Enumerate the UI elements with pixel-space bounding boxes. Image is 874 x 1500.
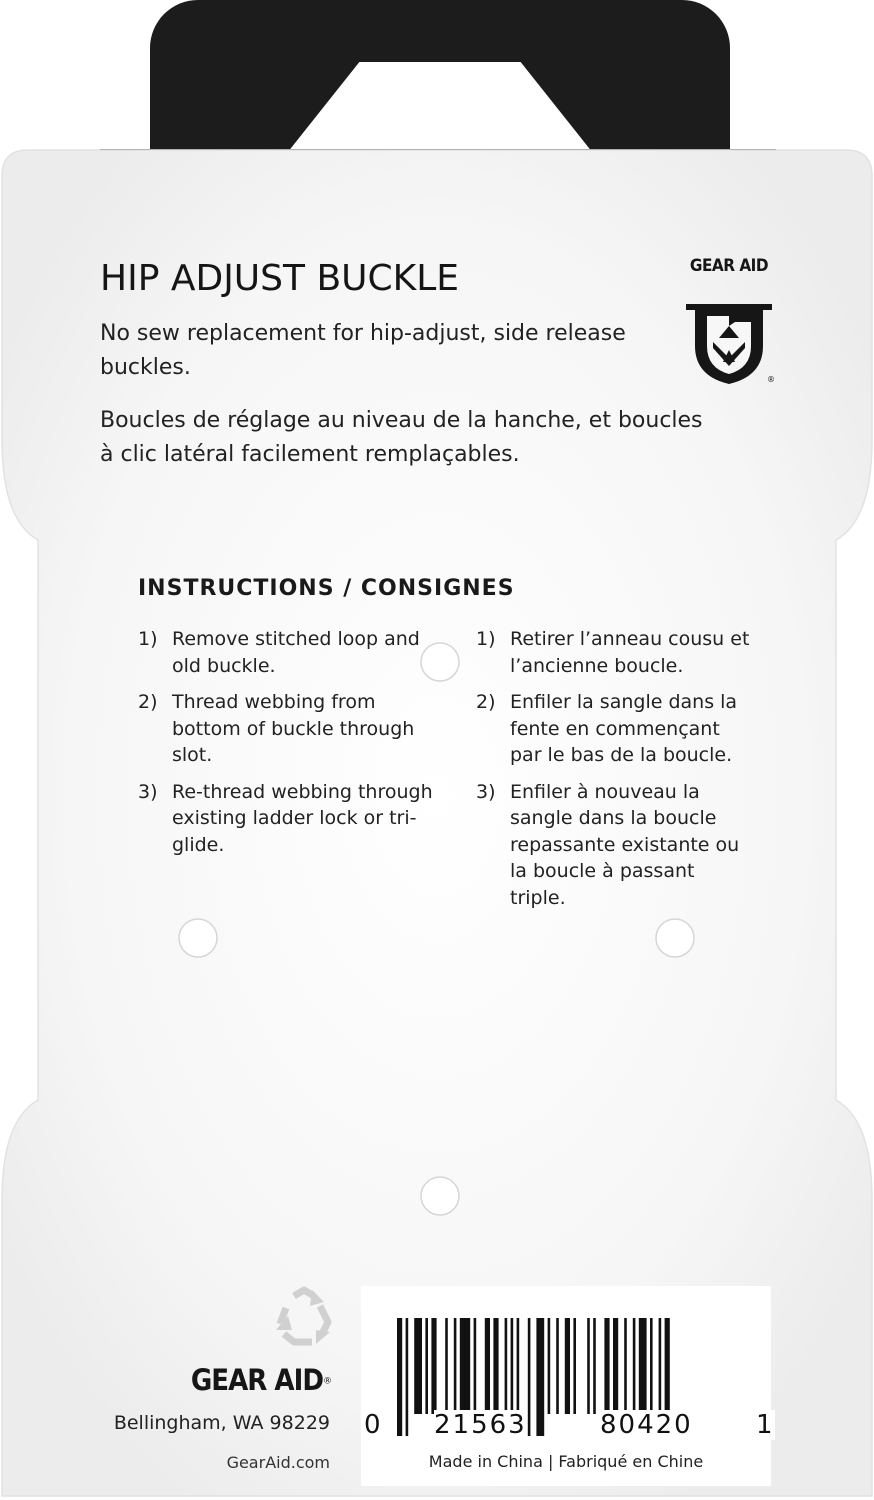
- barcode-bar: [613, 1318, 618, 1414]
- barcode-digit-group-left: 21563: [434, 1410, 527, 1440]
- instruction-step: [476, 626, 756, 679]
- barcode-bar: [414, 1318, 422, 1414]
- barcode-bar: [460, 1318, 470, 1414]
- step-number: 3): [138, 780, 158, 803]
- barcode-bar: [565, 1318, 570, 1414]
- barcode-bar: [593, 1318, 596, 1414]
- barcode-bar: [485, 1318, 490, 1414]
- barcode-bar: [454, 1318, 457, 1414]
- barcode-bar: [406, 1318, 409, 1436]
- step-text: Re-thread webbing through existing ladder lock or tri-glide.: [172, 780, 433, 856]
- barcode-bar: [556, 1318, 559, 1414]
- barcode-digit-first: 0: [364, 1410, 383, 1440]
- brand-wordmark: GEAR AID: [689, 256, 769, 276]
- footer-brand-wordmark: GEAR AID: [190, 1363, 323, 1397]
- gear-aid-shield-icon: [683, 276, 775, 386]
- barcode-bar: [397, 1318, 402, 1436]
- barcode-bar: [511, 1318, 514, 1414]
- description-english: No sew replacement for hip-adjust, side release buckles.: [100, 321, 626, 380]
- company-website: GearAid.com: [226, 1453, 330, 1472]
- barcode-bar: [493, 1318, 498, 1414]
- barcode-bar: [528, 1318, 531, 1436]
- barcode-bar: [633, 1318, 636, 1414]
- footer-brand: [120, 1363, 332, 1397]
- barcode-bar: [474, 1318, 477, 1414]
- product-title: HIP ADJUST BUCKLE: [100, 258, 460, 299]
- barcode-bar: [445, 1318, 448, 1414]
- description-french: Boucles de réglage au niveau de la hanche, et boucles à clic latéral facilement remplaçables.: [100, 408, 703, 467]
- step-text: Enfiler à nouveau la sangle dans la boucle repassante existante ou la boucle à passant triple.: [510, 780, 740, 909]
- step-number: 1): [138, 628, 158, 650]
- barcode-bar: [587, 1318, 590, 1414]
- svg-text:®: ®: [767, 375, 775, 384]
- barcode-bar: [573, 1318, 576, 1414]
- barcode-bar: [624, 1318, 627, 1414]
- instruction-step: [476, 779, 756, 912]
- instruction-step: [138, 779, 438, 859]
- barcode-bar: [639, 1318, 647, 1414]
- instructions-french: [476, 626, 756, 921]
- barcode-digit-last: 1: [756, 1410, 775, 1440]
- instruction-step: [138, 626, 438, 679]
- step-text: Thread webbing from bottom of buckle through slot.: [172, 691, 415, 766]
- barcode-digit-group-right: 80420: [600, 1410, 693, 1440]
- step-number: 3): [476, 780, 496, 803]
- step-number: 2): [476, 691, 496, 713]
- brand-logo: [683, 256, 775, 390]
- step-text: Enfiler la sangle dans la fente en commençant par le bas de la boucle.: [510, 691, 738, 766]
- barcode-bars: [361, 1318, 771, 1448]
- barcode-bar: [548, 1318, 551, 1414]
- instruction-step: [138, 689, 438, 769]
- barcode-bar: [517, 1318, 520, 1414]
- barcode-bar: [431, 1318, 436, 1414]
- country-of-origin: Made in China | Fabriqué en Chine: [428, 1452, 704, 1471]
- step-text: Retirer l’anneau cousu et l’ancienne boucle.: [510, 628, 750, 677]
- recycle-icon: [272, 1286, 336, 1348]
- step-number: 1): [476, 628, 496, 650]
- registered-mark: ®: [323, 1376, 332, 1387]
- company-address: Bellingham, WA 98229: [113, 1412, 330, 1434]
- barcode-bar: [505, 1318, 508, 1414]
- step-text: Remove stitched loop and old buckle.: [172, 628, 420, 677]
- barcode-bar: [650, 1318, 653, 1414]
- barcode-bar: [536, 1318, 544, 1436]
- instructions-heading: INSTRUCTIONS / CONSIGNES: [138, 576, 515, 601]
- instruction-step: [476, 689, 756, 769]
- barcode-bar: [604, 1318, 609, 1414]
- instructions-english: [138, 626, 438, 868]
- barcode-bar: [425, 1318, 428, 1414]
- step-number: 2): [138, 691, 158, 713]
